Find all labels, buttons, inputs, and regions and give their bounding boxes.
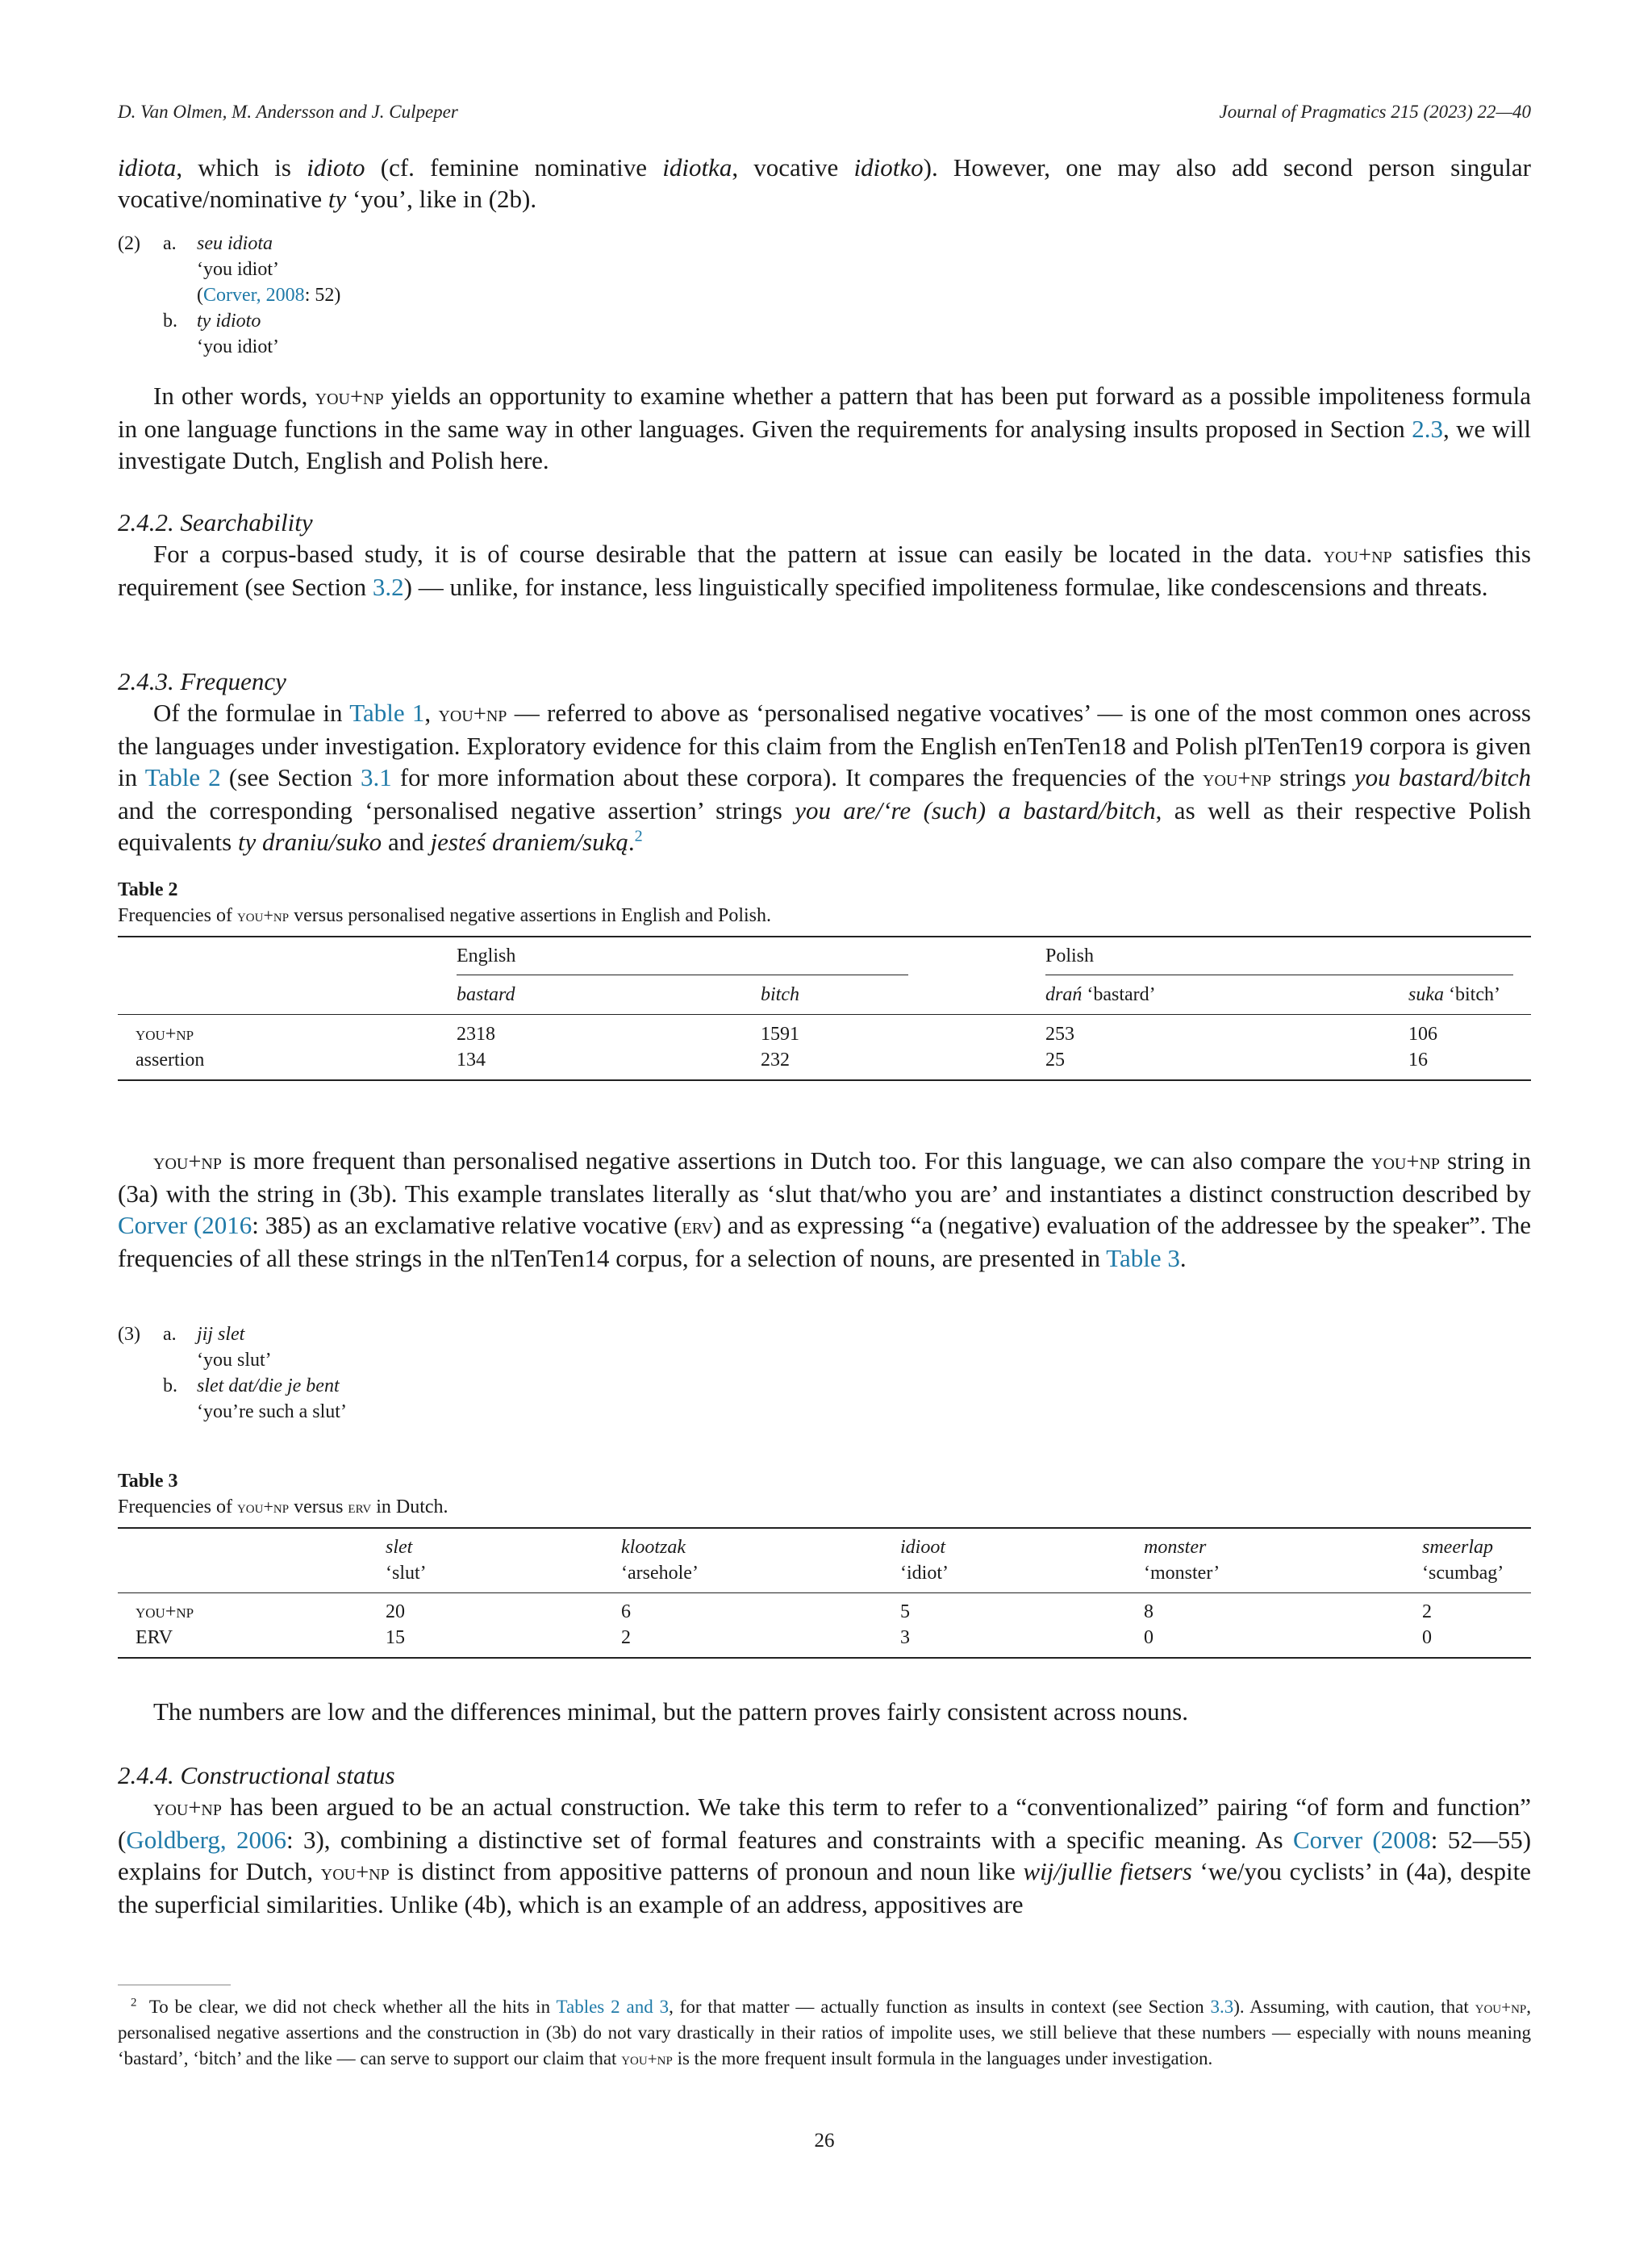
header-authors: D. Van Olmen, M. Andersson and J. Culpeper [118, 102, 458, 122]
group-header-english: English [457, 945, 516, 966]
table-link-2-3[interactable]: Tables 2 and 3 [556, 1997, 670, 2017]
table-cell: 106 [1408, 1024, 1437, 1045]
section-2-4-4: 2.4.4. Constructional status you+np has been argued to be an actual construction. We take this term to refer to a “conventionalized” pairing “of form and function” (Goldberg, 2006: 3), combining a distinctive set of formal features and constraints with a specific meaning. As Corver (2008: 52—55) explains for Dutch, you+np is distinct from appositive patterns of pronoun and noun like wij/jullie fietsers ‘we/you cyclists’ in (4a), despite the superficial similarities. Unlike (4b), which is an example of an address, appositives are [118, 1761, 1532, 1918]
paragraph-dutch: you+np is more frequent than personalised negative assertions in Dutch too. For this language, we can also compare the you+np string in (3a) with the string in (3b). This example translates literally as ‘slut that/who you are’ and instantiates a distinct construction described by Corver (2016: 385) as an exclamative relative vocative (erv) and as expressing “a (negative) evaluation of the addressee by the speaker”. The frequencies of all these strings in the nlTenTen14 corpus, for a selection of nouns, are presented in Table 3. [118, 1146, 1531, 1272]
col-header-smeerlap: smeerlap ‘scumbag’ [1422, 1537, 1504, 1584]
table-cell: 16 [1408, 1050, 1428, 1071]
table-cell: 15 [386, 1627, 405, 1648]
table-cell: 0 [1144, 1627, 1153, 1648]
section-link-2-3[interactable]: 2.3 [1412, 415, 1443, 443]
citation-link-corver-2008[interactable]: Corver, 2008 [203, 285, 305, 306]
table-caption: Frequencies of you+np versus erv in Dutch. [118, 1496, 448, 1517]
paragraph-other-words: In other words, you+np yields an opportunity to examine whether a pattern that has been put forward as a possible impoliteness formula in one language functions in the same way in other languages. Given the requirements for analysing insults proposed in Section 2.3, we will investigate Dutch, English and Polish here. [118, 382, 1531, 474]
col-header-suka: suka ‘bitch’ [1408, 984, 1500, 1005]
table-3 [118, 1468, 1531, 1670]
group-header-polish: Polish [1045, 945, 1095, 966]
table-cell: 6 [621, 1601, 631, 1622]
footnote-ref-2[interactable]: 2 [634, 827, 643, 845]
table-cell: 0 [1422, 1627, 1432, 1648]
table-link-1[interactable]: Table 1 [349, 699, 425, 727]
table-link-2[interactable]: Table 2 [144, 763, 221, 791]
section-link-3-3[interactable]: 3.3 [1210, 1997, 1234, 2017]
table-cell: 232 [761, 1050, 790, 1071]
table-cell: 1591 [761, 1024, 799, 1045]
col-header-dran: drań ‘bastard’ [1045, 984, 1156, 1005]
example-2: (2) a. seu idiota ‘you idiot’ (Corver, 2008: 52) b. ty idioto ‘you idiot’ [118, 233, 341, 357]
col-header-bastard: bastard [457, 984, 515, 1005]
table-title: Table 3 [118, 1471, 178, 1492]
row-label: assertion [136, 1050, 205, 1071]
section-heading: 2.4.2. Searchability [118, 508, 313, 536]
table-cell: 134 [457, 1050, 486, 1071]
table-2 [118, 877, 1531, 1087]
citation-link-corver-2016[interactable]: Corver (2016 [118, 1211, 252, 1239]
footnote-number: 2 [131, 1996, 137, 2010]
col-header-klootzak: klootzak ‘arsehole’ [621, 1537, 699, 1584]
running-header [118, 102, 1531, 123]
header-journal: Journal of Pragmatics 215 (2023) 22—40 [1219, 102, 1531, 122]
table-cell: 25 [1045, 1050, 1065, 1071]
page-number: 26 [814, 2130, 835, 2152]
table-cell: 253 [1045, 1024, 1074, 1045]
table-cell: 2 [1422, 1601, 1432, 1622]
paragraph-numbers: The numbers are low and the differences minimal, but the pattern proves fairly consistent across nouns. [153, 1697, 1188, 1726]
table-cell: 3 [900, 1627, 910, 1648]
table-link-3[interactable]: Table 3 [1106, 1244, 1180, 1272]
col-header-slet: slet ‘slut’ [386, 1537, 427, 1584]
col-header-monster: monster ‘monster’ [1144, 1537, 1220, 1584]
col-header-bitch: bitch [761, 984, 799, 1005]
row-label: you+np [136, 1024, 194, 1045]
table-cell: 5 [900, 1601, 910, 1622]
footnote-2: $^2$ To be clear, we did not check whether all the hits in Tables 2 and 3, for that matter — actually function as insults in context (see Section 3.3). Assuming, with caution, that you+np, personalised negative assertions and the construction in (3b) do not vary drastically in their ratios of impolite uses, we still believe that these numbers — especially with nouns meaning ‘bastard’, ‘bitch’ and the like — can serve to support our claim that you+np is the more frequent insult formula in the languages under investigation. [118, 1996, 1531, 2068]
table-caption: Frequencies of you+np versus personalised negative assertions in English and Polish. [118, 905, 771, 926]
section-link-3-2[interactable]: 3.2 [372, 573, 404, 601]
section-heading: 2.4.4. Constructional status [118, 1761, 395, 1789]
intro-paragraph: idiota, which is idioto (cf. feminine nominative idiotka, vocative idiotko). However, one may also add second person singular vocative/nominative ty ‘you’, like in (2b). [118, 153, 1531, 213]
table-cell: 2 [621, 1627, 631, 1648]
table-title: Table 2 [118, 879, 178, 900]
citation-link-corver-2008[interactable]: Corver (2008 [1292, 1826, 1431, 1854]
col-header-idioot: idioot ‘idiot’ [900, 1537, 949, 1584]
section-2-4-2: 2.4.2. Searchability For a corpus-based study, it is of course desirable that the pattern at issue can easily be located in the data. you+np satisfies this requirement (see Section 3.2) — unlike, for instance, less linguistically specified impoliteness formulae, like condescensions and threats. [118, 508, 1531, 601]
citation-link-goldberg-2006[interactable]: Goldberg, 2006 [126, 1826, 286, 1854]
section-heading: 2.4.3. Frequency [118, 667, 286, 695]
table-cell: 2318 [457, 1024, 495, 1045]
row-label: you+np [136, 1601, 194, 1622]
example-3: (3) a. jij slet ‘you slut’ b. slet dat/die je bent ‘you’re such a slut’ [118, 1324, 347, 1422]
table-cell: 8 [1144, 1601, 1153, 1622]
row-label: ERV [136, 1627, 173, 1648]
table-cell: 20 [386, 1601, 405, 1622]
section-link-3-1[interactable]: 3.1 [360, 763, 392, 791]
section-2-4-3: 2.4.3. Frequency Of the formulae in Table 1, you+np — referred to above as ‘personalised negative vocatives’ — is one of the most common ones across the languages under investigation. Exploratory evidence for this claim from the English enTenTen18 and Polish plTenTen19 corpora is given in Table 2 (see Section 3.1 for more information about these corpora). It compares the frequencies of the you+np strings you bastard/bitch and the corresponding ‘personalised negative assertion’ strings you are/‘re (such) a bastard/bitch, as well as their respective Polish equivalents ty draniu/suko and jesteś draniem/suką.$^2$ [118, 667, 1531, 856]
